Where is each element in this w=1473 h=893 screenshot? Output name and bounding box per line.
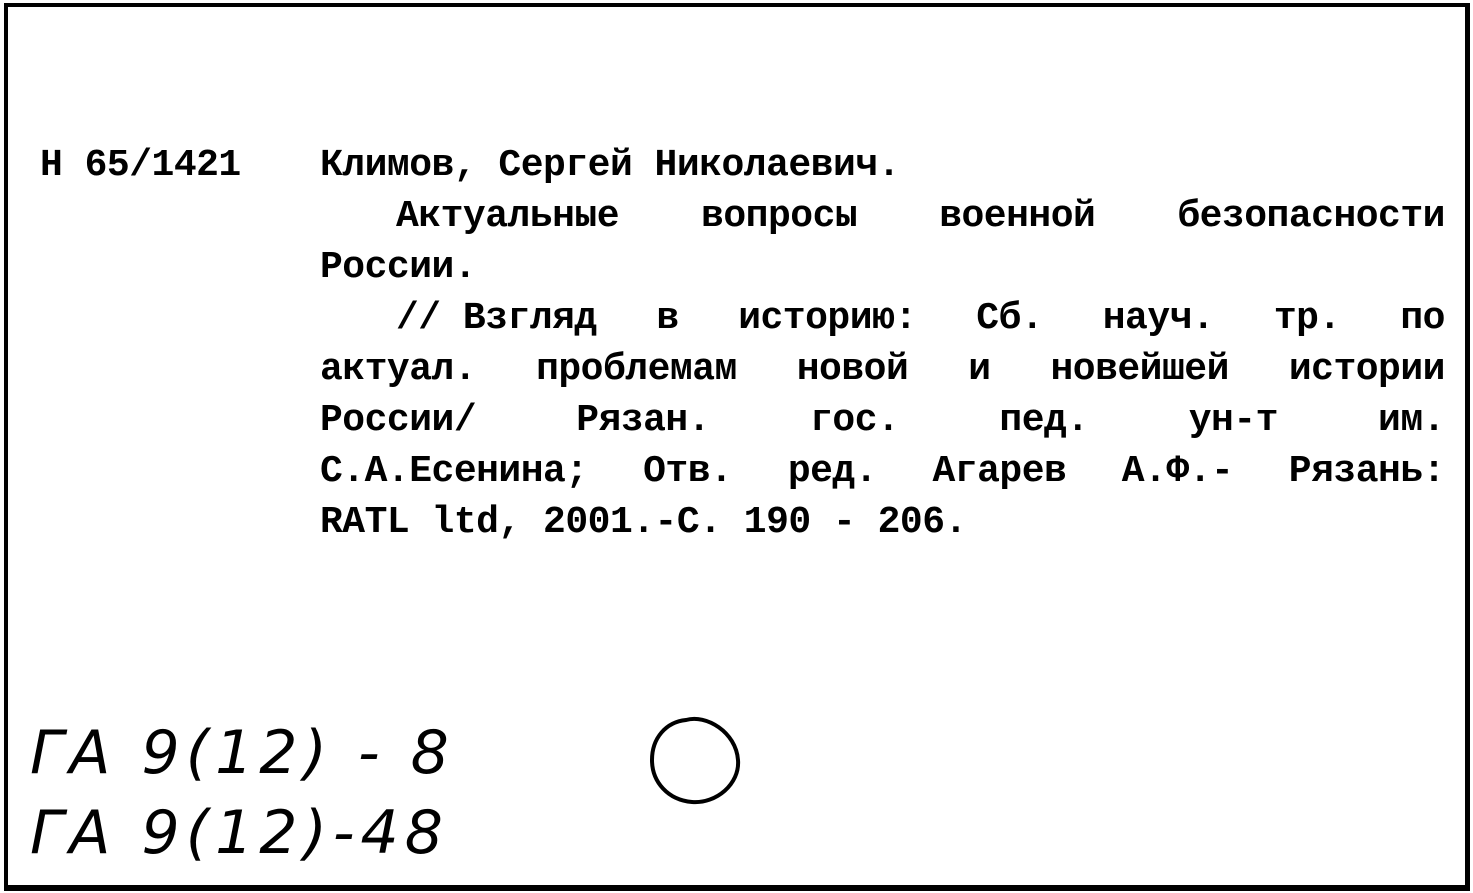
title-line-1 <box>396 191 1445 242</box>
source-word: ун-т <box>1188 399 1278 442</box>
source-word: и <box>968 348 991 391</box>
handwritten-classification-2: ГА 9(12)-48 <box>30 798 449 868</box>
title-word: военной <box>939 195 1096 238</box>
source-word: новой <box>796 348 909 391</box>
source-line-5: RATL ltd, 2001.-С. 190 - 206. <box>320 501 967 544</box>
source-word: ред. <box>787 450 878 493</box>
source-word: им. <box>1378 399 1445 442</box>
handwritten-classification-1: ГА 9(12) - 8 <box>30 718 455 788</box>
source-line-2 <box>320 344 1445 395</box>
source-word: Агарев <box>932 450 1067 493</box>
source-line-4 <box>320 446 1445 497</box>
source-word: Отв. <box>643 450 733 493</box>
source-word: Рязан. <box>576 399 711 442</box>
source-word: Рязань: <box>1288 450 1445 493</box>
source-word: науч. <box>1102 297 1215 340</box>
shelfmark: Н 65/1421 <box>40 144 241 187</box>
source-line-3 <box>320 395 1445 446</box>
source-word: в <box>656 297 679 340</box>
source-word: новейшей <box>1050 348 1229 391</box>
source-word: Сб. <box>976 297 1044 340</box>
source-word: актуал. <box>320 348 477 391</box>
title-word: безопасности <box>1177 195 1445 238</box>
title-word: Актуальные <box>396 195 620 238</box>
source-word: А.Ф.- <box>1121 450 1234 493</box>
source-word: гос. <box>810 399 900 442</box>
source-word: пед. <box>999 399 1089 442</box>
drawn-circle-mark <box>646 712 742 808</box>
source-word: по <box>1400 297 1445 340</box>
source-word: России/ <box>320 399 477 442</box>
source-word: С.А.Есенина; <box>320 450 588 493</box>
source-word: // Взгляд <box>396 297 597 340</box>
title-line-2: России. <box>320 246 477 289</box>
source-line-1 <box>396 293 1445 344</box>
title-word: вопросы <box>701 195 858 238</box>
source-word: истории <box>1288 348 1445 391</box>
author: Климов, Сергей Николаевич. <box>320 144 900 187</box>
source-word: тр. <box>1273 297 1341 340</box>
source-word: историю: <box>738 297 917 340</box>
source-word: проблемам <box>536 348 737 391</box>
